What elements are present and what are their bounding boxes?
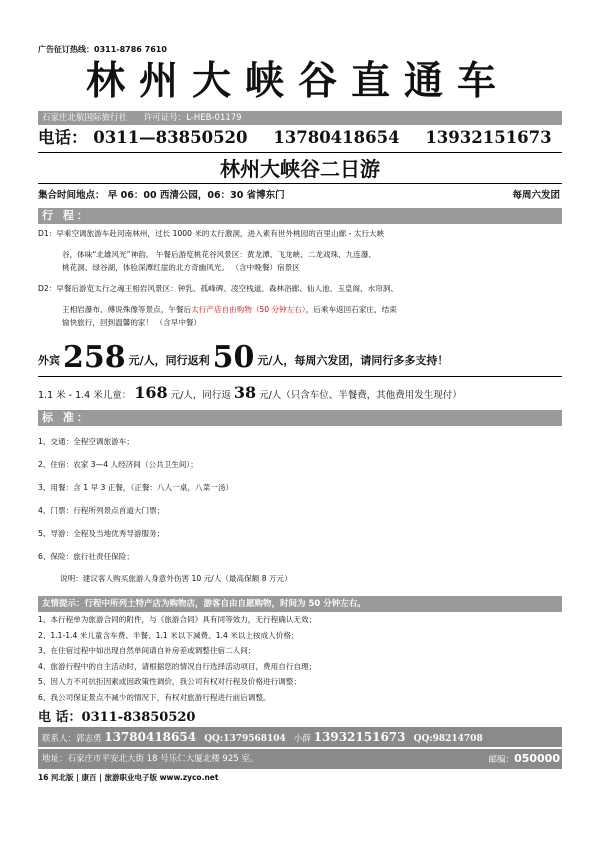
phone-number: 13932151673 xyxy=(425,128,552,147)
standard-item: 5、导游：全程及当地优秀导游服务； xyxy=(38,529,165,538)
postcode xyxy=(489,749,560,770)
notice-item: 1、本行程单为旅游合同的附件，与《旅游合同》具有同等效力，无行程确认无效； xyxy=(38,615,317,624)
tour-name: 林州大峡谷二日游 xyxy=(38,152,562,184)
itinerary-line xyxy=(62,304,562,316)
itinerary-line: 愉快旅行，回到温馨的家！ （含早中餐） xyxy=(62,318,202,327)
child-rebate-amount: 38 xyxy=(233,383,257,402)
ad-hotline: 广告征订热线：0311-8786 7610 xyxy=(38,45,167,54)
itinerary-line: 谷，体味“北雄风光”神韵。 午餐后游览桃花谷风景区：黄龙潭、飞龙峡、二龙戏珠、九连瀑、 xyxy=(62,250,377,259)
price-unit: 元/人，同行返利 xyxy=(128,354,210,367)
standard-item: 1、交通：全程空调旅游车； xyxy=(38,437,134,446)
notice-header: 友情提示：行程中所列土特产店为购物店，游客自由自愿购物，时间为 50 分钟左右。 xyxy=(38,596,562,612)
shopping-highlight: 太行产店自由购物（50 分钟左右） xyxy=(191,305,306,314)
standard-item: 4、门票：行程所列景点首道大门票； xyxy=(38,506,165,515)
footer-tel-number: 0311-83850520 xyxy=(81,710,196,725)
footer-telephone xyxy=(38,709,562,727)
notice-item: 4、旅游行程中的自主活动时，请根据您的情况自行选择活动项目，费用自行自理； xyxy=(38,661,317,671)
standard-item: 2、住宿：农家 3—4 人经济间（公共卫生间）； xyxy=(38,460,198,469)
notice-item: 6、我公司保证景点不减少的情况下，有权对旅游行程进行前后调整。 xyxy=(38,692,271,702)
contact-label: 联系人：郭志勇 xyxy=(42,734,102,744)
weekly-departure: 每周六发团 xyxy=(512,190,560,201)
itinerary-line: D1：早乘空调旅游车赴河南林州，过长 1000 米的太行激洞，进入素有世外桃园的百里山廊 - 太行大峡 xyxy=(38,229,385,238)
itinerary-header: 行 程： xyxy=(38,208,562,224)
child-price-unit: 元/人，同行返 xyxy=(170,390,231,401)
phone-number: 13780418654 xyxy=(273,128,400,147)
page-footer: 16 河北版 | 康百 | 旅游职业电子版 www.zyco.net xyxy=(38,773,219,782)
notice-item: 5、因人力不可抗拒因素或因政策性调价，我公司有权对行程及价格进行调整； xyxy=(38,677,302,686)
itinerary-line: D2：早餐后游览太行之魂王相岩风景区：钟乳、孤峰碑、凌空栈道、森林浴廊、仙人池、玉皇阁、水帘洞、 xyxy=(38,284,398,293)
price-note: 元/人，每周六发团，请同行多多支持！ xyxy=(257,354,449,367)
address-bar xyxy=(38,749,562,769)
standard-item: 6、保险：旅行社责任保险； xyxy=(38,552,134,561)
postcode-number: 050000 xyxy=(514,752,560,765)
store-label: 小薛 xyxy=(293,734,311,744)
rebate-amount: 50 xyxy=(212,340,255,375)
footer-tel-label: 电 话： xyxy=(38,710,82,725)
child-price-amount: 168 xyxy=(134,383,168,402)
postcode-label: 邮编： xyxy=(488,755,515,765)
agency-name: 石家庄北航国际旅行社 xyxy=(42,113,128,123)
standard-note: 说明：建议客人购买旅游人身意外伤害 10 元/人（最高保额 8 万元） xyxy=(60,574,292,583)
notice-item: 2、1.1-1.4 米儿童含车费、半餐、1.1 米以下减费、1.4 米以上按成人价格； xyxy=(38,630,299,640)
standards-header: 标 准： xyxy=(38,410,562,426)
price-amount: 258 xyxy=(63,340,126,375)
phone-number: 0311—83850520 xyxy=(93,128,248,147)
contact-phone: 13780418654 xyxy=(104,730,197,744)
child-price-label: 1.1 米 - 1.4 米儿童： xyxy=(38,390,132,401)
standard-item: 3、用餐：含 1 早 3 正餐，（正餐：八人一桌，八菜一汤） xyxy=(38,483,234,492)
child-price xyxy=(38,382,562,404)
page-title: 林州大峡谷直通车 xyxy=(85,58,510,104)
phone-line xyxy=(38,124,562,152)
address: 地址：石家庄市平安北大街 18 号乐仁大厦北楼 925 室。 xyxy=(42,754,259,764)
child-price-note: 元/人（只含车位、半餐费，其他费用发生现付） xyxy=(259,390,462,401)
contact-bar xyxy=(38,727,562,747)
qq-number: QQ:1379568104 xyxy=(204,734,286,744)
qq-number: QQ:98214708 xyxy=(413,734,483,744)
agency-bar xyxy=(38,111,562,125)
phone-label: 电话： xyxy=(38,128,88,147)
license-number: 许可证号：L-HEB-01179 xyxy=(143,113,242,123)
notice-item: 3、在住宿过程中如出现自然单间请自补房差或调整住宿二人间； xyxy=(38,646,256,655)
store-phone: 13932151673 xyxy=(313,730,406,744)
price-label: 外宾 xyxy=(38,354,60,367)
itinerary-text: 王相岩瀑布、傅说殊像等景点，午餐后 xyxy=(62,305,192,314)
meeting-info xyxy=(38,186,562,206)
meeting-time-place: 集合时间地点： 早 06：00 西清公园，06：30 省博东门 xyxy=(38,190,285,201)
itinerary-text: ，后乘车返回石家庄，结束 xyxy=(305,305,397,314)
itinerary-line: 桃花洞、绿谷湖，体验深潭红崖的北方奇幽风光。 （含中晚餐）宿景区 xyxy=(62,263,300,272)
adult-price xyxy=(38,340,562,377)
